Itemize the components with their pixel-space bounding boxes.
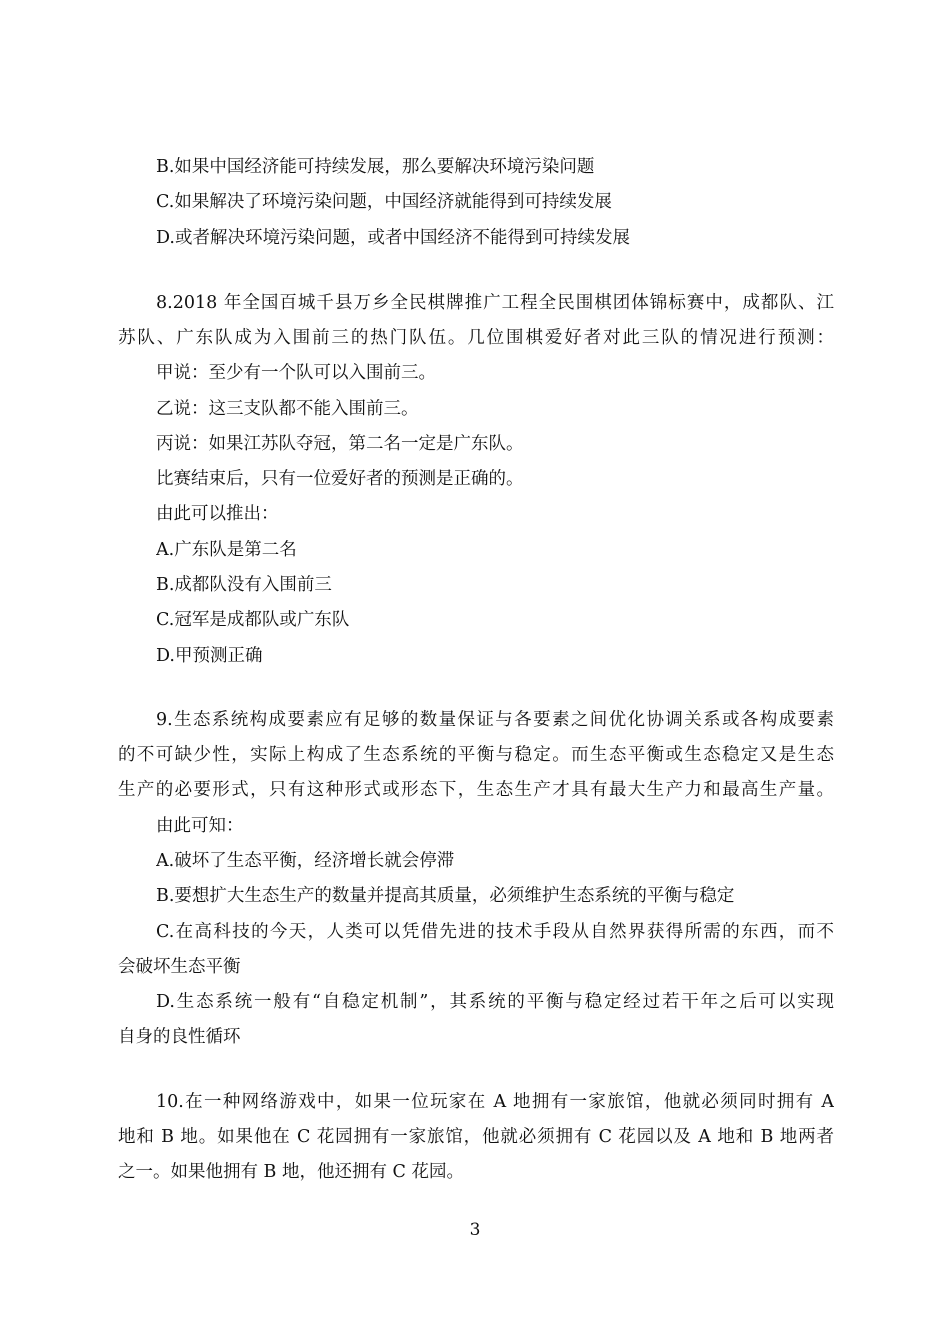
q8-stem-line-2: 苏队、广东队成为入围前三的热门队伍。几位围棋爱好者对此三队的情况进行预测： <box>118 328 834 348</box>
q10-stem-line-1: 10.在一种网络游戏中，如果一位玩家在 A 地拥有一家旅馆，他就必须同时拥有 A <box>156 1092 834 1112</box>
q8-stem-line-1: 8.2018 年全国百城千县万乡全民棋牌推广工程全民围棋团体锦标赛中，成都队、江 <box>156 293 834 313</box>
q9-stem-line-1: 9.生态系统构成要素应有足够的数量保证与各要素之间优化协调关系或各构成要素 <box>156 710 834 730</box>
q8-option-d: D.甲预测正确 <box>156 646 263 666</box>
q7-option-d: D.或者解决环境污染问题，或者中国经济不能得到可持续发展 <box>156 228 630 248</box>
q8-statement-jia: 甲说：至少有一个队可以入围前三。 <box>156 363 436 383</box>
q7-option-c: C.如果解决了环境污染问题，中国经济就能得到可持续发展 <box>156 192 612 212</box>
q9-option-c-line-2: 会破坏生态平衡 <box>118 957 241 977</box>
q7-option-b: B.如果中国经济能可持续发展，那么要解决环境污染问题 <box>156 157 595 177</box>
q8-option-b: B.成都队没有入围前三 <box>156 575 332 595</box>
q9-option-c-line-1: C.在高科技的今天，人类可以凭借先进的技术手段从自然界获得所需的东西，而不 <box>156 922 834 942</box>
q9-option-a: A.破坏了生态平衡，经济增长就会停滞 <box>156 851 455 871</box>
q9-stem-line-2: 的不可缺少性，实际上构成了生态系统的平衡与稳定。而生态平衡或生态稳定又是生态 <box>118 745 834 765</box>
q9-stem-line-3: 生产的必要形式，只有这种形式或形态下，生态生产才具有最大生产力和最高生产量。 <box>118 780 834 800</box>
q10-stem-line-2: 地和 B 地。如果他在 C 花园拥有一家旅馆，他就必须拥有 C 花园以及 A 地和 B 地两者 <box>118 1127 834 1147</box>
q10-stem-line-3: 之一。如果他拥有 B 地，他还拥有 C 花园。 <box>118 1162 464 1182</box>
q8-prompt: 由此可以推出： <box>156 504 279 524</box>
q8-option-a: A.广东队是第二名 <box>156 540 297 560</box>
q9-option-d-line-1: D.生态系统一般有“自稳定机制”，其系统的平衡与稳定经过若干年之后可以实现 <box>156 992 834 1012</box>
q9-option-d-line-2: 自身的良性循环 <box>118 1027 241 1047</box>
q8-option-c: C.冠军是成都队或广东队 <box>156 610 350 630</box>
q8-statement-bing: 丙说：如果江苏队夺冠，第二名一定是广东队。 <box>156 434 524 454</box>
q8-statement-yi: 乙说：这三支队都不能入围前三。 <box>156 399 419 419</box>
q9-option-b: B.要想扩大生态生产的数量并提高其质量，必须维护生态系统的平衡与稳定 <box>156 886 735 906</box>
q9-prompt: 由此可知： <box>156 816 244 836</box>
page-number: 3 <box>469 1220 481 1240</box>
q8-result: 比赛结束后，只有一位爱好者的预测是正确的。 <box>156 469 524 489</box>
